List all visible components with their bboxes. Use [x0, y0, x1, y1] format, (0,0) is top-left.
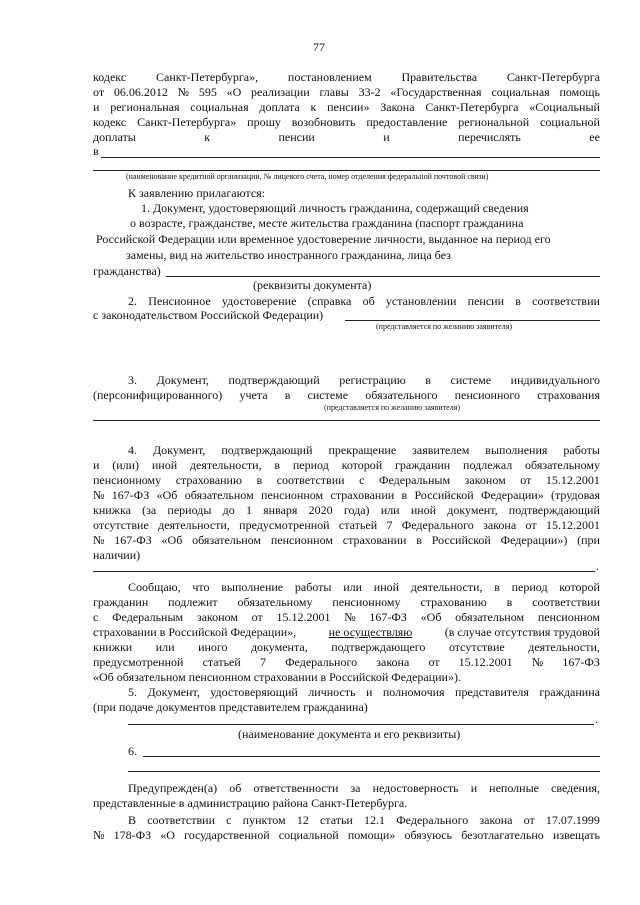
word: 178-ФЗ — [113, 828, 152, 842]
word: возобновить — [291, 115, 356, 129]
word: которой — [559, 580, 600, 594]
word: иного — [198, 640, 228, 654]
word: системе — [307, 388, 349, 402]
word: подтверждающего — [331, 640, 426, 654]
word: закона — [483, 518, 517, 532]
word: с — [93, 610, 99, 624]
word: удостоверяющий — [210, 685, 298, 699]
word: 2020 — [308, 503, 333, 517]
item3-fill-line[interactable] — [93, 420, 600, 421]
word: 7 — [259, 655, 266, 669]
word: статьей — [338, 518, 378, 532]
word: января — [263, 503, 298, 517]
word: с — [226, 813, 232, 827]
word: № — [344, 610, 356, 624]
item4-line-7 — [93, 533, 600, 548]
p1-line-5 — [93, 130, 600, 145]
word: главы — [319, 85, 349, 99]
word: социальная — [190, 100, 249, 114]
word: к — [310, 100, 317, 114]
word: 7 — [386, 518, 393, 532]
word: обязательному — [237, 595, 313, 609]
word: 15.12.2001 — [276, 610, 331, 624]
word: Российской — [431, 533, 491, 547]
word: Федерального — [285, 655, 358, 669]
word: пенсионного — [454, 388, 521, 402]
word: обязательном — [192, 533, 262, 547]
word: Санкт-Петербурга — [506, 70, 600, 84]
word: (за — [142, 503, 157, 517]
word: помощи» — [347, 828, 396, 842]
word: обязательному — [525, 458, 600, 472]
word: от — [525, 518, 537, 532]
word: социальной — [278, 828, 339, 842]
word: 15.12.2001 — [545, 518, 600, 532]
word: от — [428, 655, 440, 669]
word: безотлагательно — [461, 828, 544, 842]
word: социальной — [540, 115, 600, 129]
word: 06.06.2012 — [113, 85, 168, 99]
word: что — [192, 580, 210, 594]
word: перечислять — [458, 130, 521, 144]
word: «О — [160, 828, 175, 842]
word: к — [204, 130, 211, 144]
word: Санкт-Петербурга» — [137, 115, 237, 129]
item1-line-4: замены, вид на жительство иностранного гражданина, лица без — [126, 248, 451, 262]
notify-line-7: «Об обязательном пенсионном страховании в Российской Федерации»). — [93, 670, 461, 684]
warning-line-1 — [128, 781, 600, 796]
word: страховании — [330, 488, 395, 502]
page-number: 77 — [313, 40, 325, 54]
item1-line-3: Российской Федерации или временное удостоверение личности, выданное на период его — [96, 232, 551, 246]
word: обязательном — [184, 488, 254, 502]
word: статьей — [202, 655, 241, 669]
word: (персонифицированного) — [93, 388, 223, 402]
word: (при — [577, 533, 600, 547]
word: или — [343, 580, 363, 594]
word: 15.12.2001 — [545, 473, 600, 487]
item4-line-2 — [93, 458, 600, 473]
word: подлежал — [463, 458, 513, 472]
word: законом — [464, 473, 506, 487]
word: предоставление — [366, 115, 448, 129]
word: и — [93, 458, 100, 472]
word: 12 — [296, 813, 309, 827]
word: до — [222, 503, 235, 517]
word: с — [359, 473, 365, 487]
notify-line-4 — [93, 625, 600, 640]
item4-line-5 — [93, 503, 600, 518]
word: 2. — [128, 294, 137, 308]
notify-line-4-b: (в случае отсутствия трудовой — [444, 625, 600, 639]
word: № — [177, 85, 190, 99]
word: в — [515, 294, 521, 308]
word: предусмотренной — [93, 655, 184, 669]
word: Сообщаю, — [128, 580, 181, 594]
word: «Об — [161, 533, 183, 547]
word: пенсионном — [537, 610, 600, 624]
word: ответственности — [253, 781, 339, 795]
word: отсутствие — [93, 518, 149, 532]
word: 5. — [128, 685, 137, 699]
word: личность — [308, 685, 356, 699]
word: страхования — [537, 388, 600, 402]
word: страхованию — [175, 473, 242, 487]
item4-line-end: . — [596, 559, 599, 573]
word: соответствии — [147, 813, 215, 827]
notify-line-3 — [93, 610, 600, 625]
notify-line-1 — [128, 580, 600, 595]
word: или — [155, 640, 175, 654]
word: государственной — [184, 828, 270, 842]
bank-caption: (наименование кредитной организации, № лицевого счета, номер отделения федеральной почтовой связи) — [126, 172, 489, 181]
p1-line-2 — [93, 85, 600, 100]
word: Предупрежден(а) — [128, 781, 218, 795]
word: Документ, — [156, 373, 209, 387]
word: книжки — [93, 640, 133, 654]
bank-fill-line[interactable] — [101, 157, 600, 158]
notify-line-5 — [93, 640, 600, 655]
word: установлении — [385, 294, 457, 308]
item3-line-2 — [93, 388, 600, 403]
item1-fill-line[interactable] — [166, 276, 600, 277]
word: Санкт-Петербурга — [425, 100, 519, 114]
word: в — [256, 473, 263, 487]
word: пенсионному — [332, 595, 401, 609]
item2-fill-line[interactable] — [345, 320, 600, 321]
item4-line-3 — [93, 473, 600, 488]
word: реализации — [251, 85, 310, 99]
word: извещать — [552, 828, 600, 842]
word: обязуюсь — [404, 828, 453, 842]
word: Федерации») — [500, 533, 568, 547]
word: и — [365, 685, 373, 699]
word: отсутствие — [448, 640, 505, 654]
item1-caption: (реквизиты документа) — [253, 278, 372, 292]
notify-line-2 — [93, 595, 600, 610]
word: 167-ФЗ — [114, 533, 152, 547]
word: от — [251, 610, 263, 624]
word: 167-ФЗ — [369, 610, 407, 624]
word: книжка — [93, 503, 131, 517]
word: доплаты — [93, 130, 136, 144]
word: доплата — [259, 100, 300, 114]
word: иной — [373, 580, 400, 594]
word: выполнение — [221, 580, 284, 594]
word: 1 — [245, 503, 252, 517]
word: соответствии — [276, 473, 345, 487]
word: подтверждающий — [221, 443, 313, 457]
word: 167-ФЗ — [562, 655, 600, 669]
word: периоды — [167, 503, 212, 517]
word: соответствии — [532, 294, 600, 308]
word: период — [292, 458, 329, 472]
item1-line-5-prefix: гражданства) — [93, 264, 161, 278]
word: 17.07.1999 — [545, 813, 600, 827]
notify-line-6 — [93, 655, 600, 670]
word: «Государственная — [390, 85, 482, 99]
word: в — [401, 488, 408, 502]
notify-not-performed: не осуществляю — [328, 625, 413, 639]
word: 4. — [128, 443, 137, 457]
word: кодекс — [93, 115, 127, 129]
word: индивидуального — [510, 373, 600, 387]
word: и — [383, 130, 390, 144]
word: учета — [239, 388, 268, 402]
word: деятельности, — [158, 518, 230, 532]
word: соответствии — [532, 595, 600, 609]
word: прекращение — [328, 443, 397, 457]
word: региональная — [110, 100, 180, 114]
word: № — [531, 655, 544, 669]
item5-line-1 — [128, 685, 600, 700]
word: гражданин — [394, 458, 451, 472]
word: помощь — [559, 85, 600, 99]
item3-caption: (представляется по желанию заявителя) — [324, 403, 461, 412]
word: Пенсионное — [148, 294, 211, 308]
word: которой — [341, 458, 383, 472]
word: иной — [410, 503, 437, 517]
word: деятельности, — [528, 640, 600, 654]
final-line-1 — [128, 813, 600, 828]
word: в — [284, 388, 291, 402]
word: пенсионном — [261, 488, 324, 502]
item6-fill-line-2[interactable] — [128, 771, 600, 772]
word: пенсионном — [270, 533, 333, 547]
word: пунктом — [242, 813, 286, 827]
word: работы — [563, 443, 600, 457]
word: Санкт-Петербурга», — [155, 70, 259, 84]
final-line-2 — [93, 828, 600, 843]
item5-caption: (наименование документа и его реквизиты) — [238, 727, 461, 741]
word: подтверждающий — [508, 503, 600, 517]
word: Федеральным — [379, 473, 451, 487]
word: заявителем — [412, 443, 470, 457]
word: выполнения — [485, 443, 548, 457]
word: или — [380, 503, 400, 517]
word: Российской — [414, 488, 474, 502]
word: Закона — [380, 100, 415, 114]
word: закона — [479, 813, 513, 827]
bank-caption-line — [93, 170, 600, 171]
word: Документ, — [153, 443, 206, 457]
word: подтверждающий — [228, 373, 320, 387]
word: подлежит — [168, 595, 218, 609]
word: прошу — [247, 115, 281, 129]
word: «Об — [420, 610, 442, 624]
p1-line-1 — [93, 70, 600, 85]
word: обязательного — [365, 388, 438, 402]
word: региональной — [458, 115, 530, 129]
word: ее — [589, 130, 600, 144]
word: 33-2 — [358, 85, 381, 99]
word: представителя — [455, 685, 529, 699]
word: страховании — [342, 533, 407, 547]
word: в — [506, 595, 513, 609]
word: «О — [226, 85, 242, 99]
word: в — [425, 373, 431, 387]
word: предусмотренной — [239, 518, 330, 532]
word: сведения, — [551, 781, 600, 795]
word: об — [362, 294, 375, 308]
p1-line-6-prefix: в — [93, 144, 99, 158]
word: 167-ФЗ — [111, 488, 150, 502]
item6-fill-line[interactable] — [143, 756, 600, 757]
item1-line-1: 1. Документ, удостоверяющий личность гражданина, содержащий сведения — [141, 201, 529, 215]
word: закона — [376, 655, 410, 669]
word: период — [511, 580, 548, 594]
word: пенсионному — [93, 473, 162, 487]
word: № — [93, 533, 105, 547]
word: (справка — [307, 294, 352, 308]
p1-line-3 — [93, 100, 600, 115]
word: № — [93, 828, 105, 842]
word: в — [494, 580, 500, 594]
word: «Об — [156, 488, 178, 502]
word: Федерации» — [481, 488, 544, 502]
word: от — [523, 813, 535, 827]
word: Правительства — [401, 70, 478, 84]
p1-line-4 — [93, 115, 600, 130]
word: Федерального — [396, 813, 469, 827]
item2-caption: (представляется по желанию заявителя) — [376, 322, 513, 331]
word: (трудовая — [551, 488, 600, 502]
word: № — [93, 488, 105, 502]
word: Федеральным — [112, 610, 184, 624]
word: социальная — [491, 85, 550, 99]
item5-line-2: (при подаче документов представителем гражданина) — [93, 700, 368, 714]
item1-line-2: о возрасте, гражданстве, месте жительства гражданина (паспорт гражданина — [130, 216, 524, 230]
word: статьи — [319, 813, 353, 827]
word: «Социальный — [529, 100, 600, 114]
item4-line-6 — [93, 518, 600, 533]
word: обязательном — [455, 610, 525, 624]
word: пенсии — [278, 130, 315, 144]
word: в — [274, 458, 281, 472]
word: и — [93, 100, 100, 114]
word: от — [93, 85, 105, 99]
word: 595 — [198, 85, 217, 99]
item6-prefix: 6. — [128, 744, 137, 758]
item5-line-end: . — [595, 712, 598, 726]
item4-line-1 — [128, 443, 600, 458]
word: Федерального — [401, 518, 474, 532]
word: недостоверность — [372, 781, 459, 795]
word: гражданин — [93, 595, 149, 609]
word: от — [520, 473, 532, 487]
word: удостоверение — [221, 294, 297, 308]
word: постановлением — [287, 70, 372, 84]
item2-line-1 — [128, 294, 600, 309]
word: документа, — [251, 640, 308, 654]
word: 3. — [128, 373, 137, 387]
word: В — [128, 813, 137, 827]
word: за — [350, 781, 361, 795]
word: года) — [343, 503, 370, 517]
word: 15.12.2001 — [458, 655, 513, 669]
word: кодекс — [93, 70, 127, 84]
word: Документ, — [147, 685, 200, 699]
word: гражданина — [539, 685, 600, 699]
word: неполные — [489, 781, 539, 795]
word: деятельности, — [189, 458, 262, 472]
item4-line-4 — [93, 488, 600, 503]
item4-fill-line[interactable] — [93, 571, 595, 572]
word: пенсии — [467, 294, 505, 308]
item3-line-1 — [128, 373, 600, 388]
word: регистрацию — [339, 373, 406, 387]
word: страхованию — [420, 595, 487, 609]
item5-fill-line[interactable] — [128, 724, 594, 725]
word: об — [229, 781, 242, 795]
word: пенсии» — [327, 100, 370, 114]
word: полномочия — [382, 685, 445, 699]
word: законом — [196, 610, 238, 624]
word: системе — [450, 373, 492, 387]
item4-line-8: наличии) — [93, 548, 141, 562]
word: работы — [294, 580, 332, 594]
word: иной — [151, 458, 178, 472]
warning-line-2: представленные в администрацию района Санкт-Петербурга. — [93, 796, 408, 810]
notify-line-4-a: страховании в Российской Федерации», — [93, 625, 297, 639]
word: документ, — [447, 503, 498, 517]
word: 12.1 — [364, 813, 386, 827]
word: деятельности, — [410, 580, 483, 594]
word: (или) — [112, 458, 140, 472]
word: в — [416, 533, 422, 547]
word: и — [470, 781, 478, 795]
item2-line-2-prefix: с законодательством Российской Федерации) — [93, 308, 324, 322]
attach-heading: К заявлению прилагаются: — [128, 186, 266, 200]
